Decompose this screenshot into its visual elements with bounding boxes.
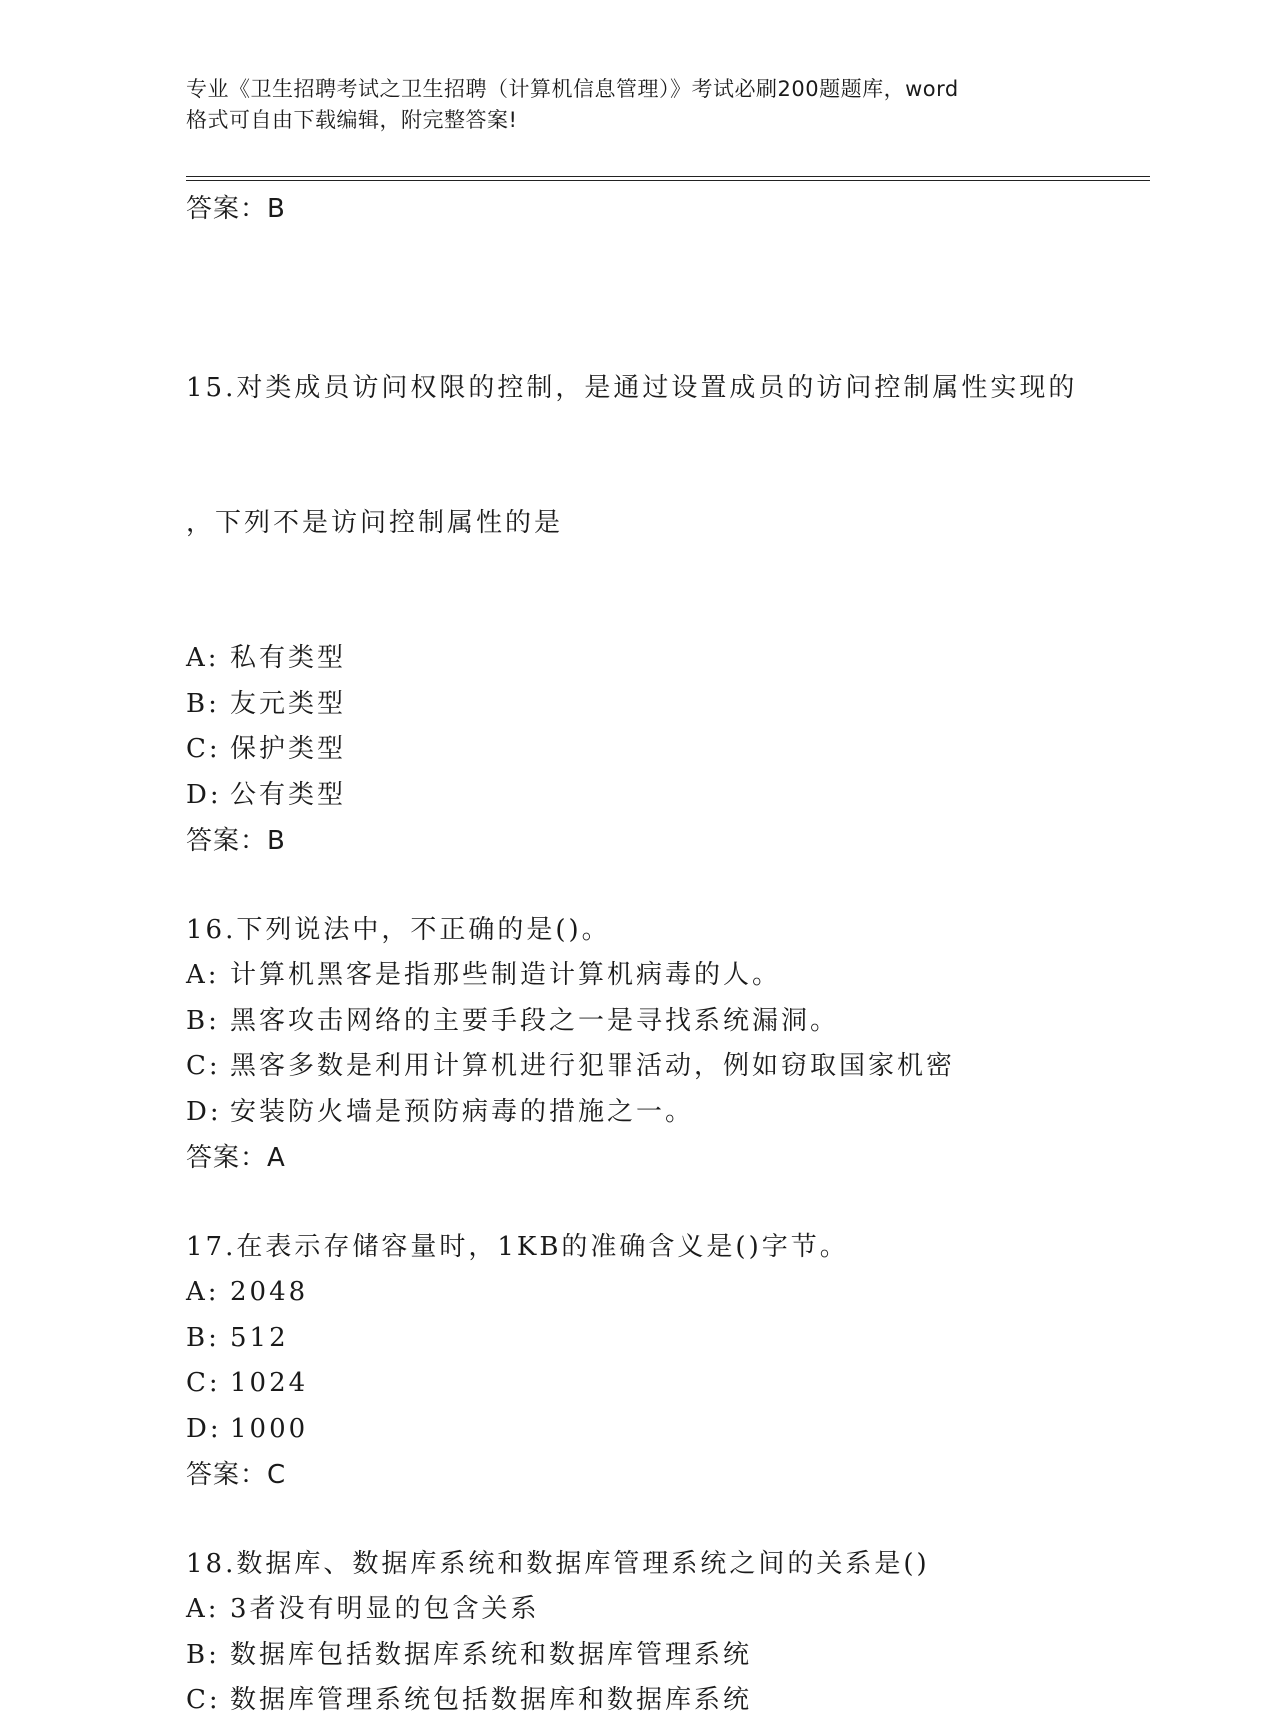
answer-previous-question: 答案：B [186, 194, 286, 224]
option-letter: D: [186, 1096, 222, 1127]
option-text: 黑客攻击网络的主要手段之一是寻找系统漏洞。 [230, 1005, 840, 1036]
header-divider [186, 176, 1150, 181]
question-18-option-b [186, 1633, 1146, 1679]
question-17-stem: 17.在表示存储容量时，1KB的准确含义是()字节。 [186, 1232, 849, 1262]
option-letter: A: [186, 643, 220, 673]
option-letter: A: [186, 1594, 220, 1624]
question-18-stem: 18.数据库、数据库系统和数据库管理系统之间的关系是() [186, 1549, 930, 1579]
option-letter: A: [186, 1277, 220, 1307]
option-text: 私有类型 [230, 643, 347, 673]
option-text: 数据库管理系统包括数据库和数据库系统 [230, 1685, 753, 1715]
option-text: 公有类型 [230, 779, 347, 810]
question-17 [186, 1225, 1146, 1498]
option-text: 保护类型 [230, 734, 347, 764]
option-letter: C: [186, 1051, 221, 1081]
question-17-option-a [186, 1270, 1146, 1316]
option-text: 安装防火墙是预防病毒的措施之一。 [230, 1096, 695, 1127]
header-line-1: 专业《卫生招聘考试之卫生招聘（计算机信息管理）》考试必刷200题题库，word [186, 77, 959, 101]
question-15-option-b [186, 682, 1146, 728]
option-letter: C: [186, 1685, 221, 1715]
option-text: 1000 [230, 1413, 309, 1444]
option-letter: B: [186, 1322, 220, 1353]
option-letter: C: [186, 1368, 221, 1398]
option-letter: A: [186, 960, 220, 990]
option-letter: B: [186, 1639, 220, 1670]
option-text: 1024 [230, 1368, 309, 1398]
document-body [186, 186, 1146, 1724]
option-letter: B: [186, 688, 220, 719]
question-16-answer: 答案：A [186, 1143, 286, 1173]
question-15-answer: 答案：B [186, 826, 286, 856]
option-text: 512 [230, 1322, 289, 1353]
option-letter: D: [186, 779, 222, 810]
option-text: 2048 [230, 1277, 309, 1307]
question-16-option-b [186, 999, 1146, 1045]
question-17-answer: 答案：C [186, 1460, 287, 1490]
option-text: 3者没有明显的包含关系 [230, 1594, 540, 1624]
question-15 [186, 276, 1146, 864]
question-18-option-a [186, 1587, 1146, 1633]
question-17-option-c [186, 1361, 1146, 1407]
question-16-option-c [186, 1044, 1146, 1090]
page-header [186, 74, 1086, 136]
option-text: 数据库包括数据库系统和数据库管理系统 [230, 1639, 753, 1670]
option-letter: D: [186, 1413, 222, 1444]
option-text: 友元类型 [230, 688, 347, 719]
question-18 [186, 1542, 1146, 1724]
option-letter: B: [186, 1005, 220, 1036]
question-16-option-d [186, 1090, 1146, 1136]
question-18-option-c [186, 1678, 1146, 1724]
question-15-option-d [186, 773, 1146, 819]
question-15-stem [186, 276, 1146, 636]
question-15-option-c [186, 727, 1146, 773]
header-line-2: 格式可自由下载编辑，附完整答案! [186, 108, 518, 132]
question-17-option-b [186, 1316, 1146, 1362]
question-16-option-a [186, 953, 1146, 999]
option-text: 黑客多数是利用计算机进行犯罪活动，例如窃取国家机密 [230, 1051, 956, 1081]
option-text: 计算机黑客是指那些制造计算机病毒的人。 [230, 960, 782, 990]
question-15-stem-line-2: ，下列不是访问控制属性的是 [186, 508, 564, 538]
question-16 [186, 908, 1146, 1181]
question-15-stem-line-1: 15.对类成员访问权限的控制，是通过设置成员的访问控制属性实现的 [186, 373, 1078, 403]
question-16-stem: 16.下列说法中，不正确的是()。 [186, 915, 611, 945]
question-15-option-a [186, 636, 1146, 682]
question-17-option-d [186, 1407, 1146, 1453]
option-letter: C: [186, 734, 221, 764]
